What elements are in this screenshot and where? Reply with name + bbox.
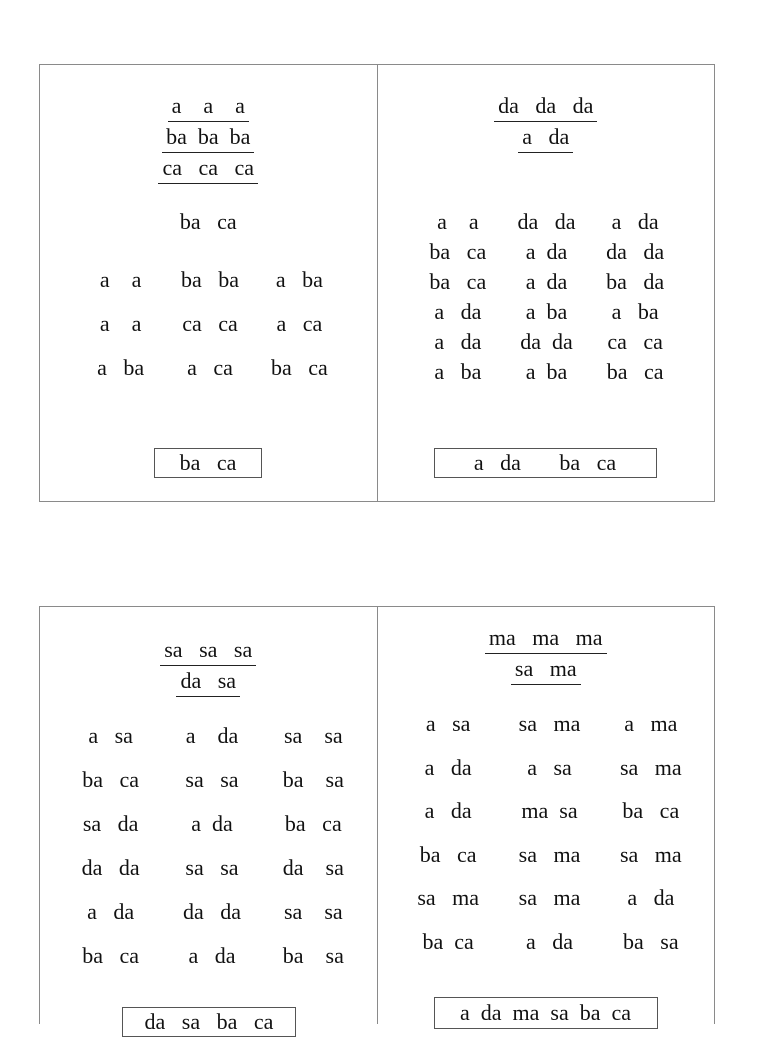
word-cell: a da <box>188 943 236 968</box>
syllable-header <box>40 635 377 697</box>
panel-syllable-da <box>377 65 715 501</box>
word-cell: sa ma <box>518 885 581 910</box>
word-cell: sa sa <box>284 899 343 924</box>
word-cell: sa sa <box>185 855 239 880</box>
word-cell: sa ma <box>518 711 581 736</box>
word-cell: da da <box>182 899 241 924</box>
word-cell: a da <box>525 269 568 294</box>
summary-box: a da ba ca <box>434 448 657 478</box>
header-line: a da <box>518 122 573 153</box>
header-line: sa sa sa <box>160 635 256 666</box>
header-line: sa ma <box>511 654 581 685</box>
word-line: ba ca <box>179 209 237 234</box>
word-cell: a sa <box>88 723 133 748</box>
word-cell: ba ca <box>82 767 140 792</box>
word-cell: a sa <box>527 754 572 780</box>
panel-syllable-ma <box>377 607 715 1024</box>
word-cell: a ma <box>624 711 678 736</box>
word-cell: da da <box>517 209 576 234</box>
word-cell: ba ca <box>284 811 342 836</box>
word-cell: a a <box>99 311 142 336</box>
word-cell: a da <box>424 754 472 780</box>
word-cell: ba ca <box>422 928 474 954</box>
word-cell: a a <box>437 209 479 234</box>
word-cell: ba ca <box>429 239 487 264</box>
word-cell: sa ma <box>619 754 682 780</box>
word-cell: a ba <box>525 299 568 324</box>
summary-box: ba ca <box>154 448 262 478</box>
word-grid <box>80 267 340 381</box>
word-cell: a da <box>611 209 659 234</box>
header-line: da sa <box>176 666 240 697</box>
word-cell: da da <box>520 329 573 354</box>
word-cell: sa ma <box>619 841 682 867</box>
word-cell: a ba <box>97 355 145 380</box>
header-line: da da da <box>494 91 597 122</box>
summary-box: da sa ba ca <box>122 1007 296 1037</box>
word-cell: a da <box>191 811 233 836</box>
word-cell: da da <box>606 239 665 264</box>
syllable-header <box>378 623 715 685</box>
word-cell: sa sa <box>185 767 239 792</box>
word-cell: a ba <box>525 359 568 384</box>
word-cell: a da <box>627 885 675 910</box>
word-cell: a a <box>99 267 142 292</box>
word-cell: ba sa <box>282 943 344 968</box>
word-cell: a da <box>185 723 239 748</box>
word-cell: a ca <box>187 355 233 380</box>
header-line: ma ma ma <box>485 623 607 654</box>
word-cell: a da <box>434 299 482 324</box>
header-line: a a a <box>168 91 249 122</box>
word-cell: ca ca <box>182 311 238 336</box>
word-grid <box>60 723 364 969</box>
word-cell: sa sa <box>284 723 343 748</box>
word-cell: a da <box>424 798 472 823</box>
panel-syllables-a-ba-ca <box>40 65 377 501</box>
word-cell: a ba <box>434 359 482 384</box>
header-line: ba ba ba <box>162 122 254 153</box>
word-cell: sa da <box>82 811 139 836</box>
worksheet-card-1 <box>39 64 715 502</box>
word-cell: da da <box>81 855 140 880</box>
word-cell: ca ca <box>607 329 663 354</box>
word-cell: ba sa <box>282 767 344 792</box>
word-grid <box>398 711 702 955</box>
word-cell: a da <box>87 899 135 924</box>
word-cell: ba ca <box>622 798 680 823</box>
word-cell: ba ca <box>606 359 664 384</box>
word-cell: a ba <box>275 267 323 292</box>
word-cell: ba ca <box>419 841 477 867</box>
syllable-header <box>378 91 715 153</box>
word-cell: ba ca <box>270 355 328 380</box>
word-cell: da sa <box>282 855 344 880</box>
word-cell: ma sa <box>521 798 578 823</box>
word-cell: ba ba <box>180 267 240 292</box>
word-cell: ba ca <box>82 943 140 968</box>
word-cell: ba ca <box>429 269 487 294</box>
word-grid <box>414 209 680 385</box>
word-cell: ba da <box>606 269 665 294</box>
worksheet-card-2 <box>39 606 715 1034</box>
syllable-header <box>40 91 377 184</box>
word-cell: a sa <box>425 711 471 736</box>
header-line: ca ca ca <box>158 153 258 184</box>
panel-syllable-sa <box>40 607 377 1034</box>
word-cell: a ba <box>611 299 659 324</box>
word-cell: ba sa <box>623 928 679 954</box>
word-cell: a da <box>434 329 482 354</box>
word-cell: sa ma <box>518 841 581 867</box>
summary-box: a da ma sa ba ca <box>434 997 658 1029</box>
word-cell: a da <box>525 239 568 264</box>
word-cell: sa ma <box>417 885 480 910</box>
word-cell: a ca <box>276 311 323 336</box>
word-cell: a da <box>525 928 573 954</box>
